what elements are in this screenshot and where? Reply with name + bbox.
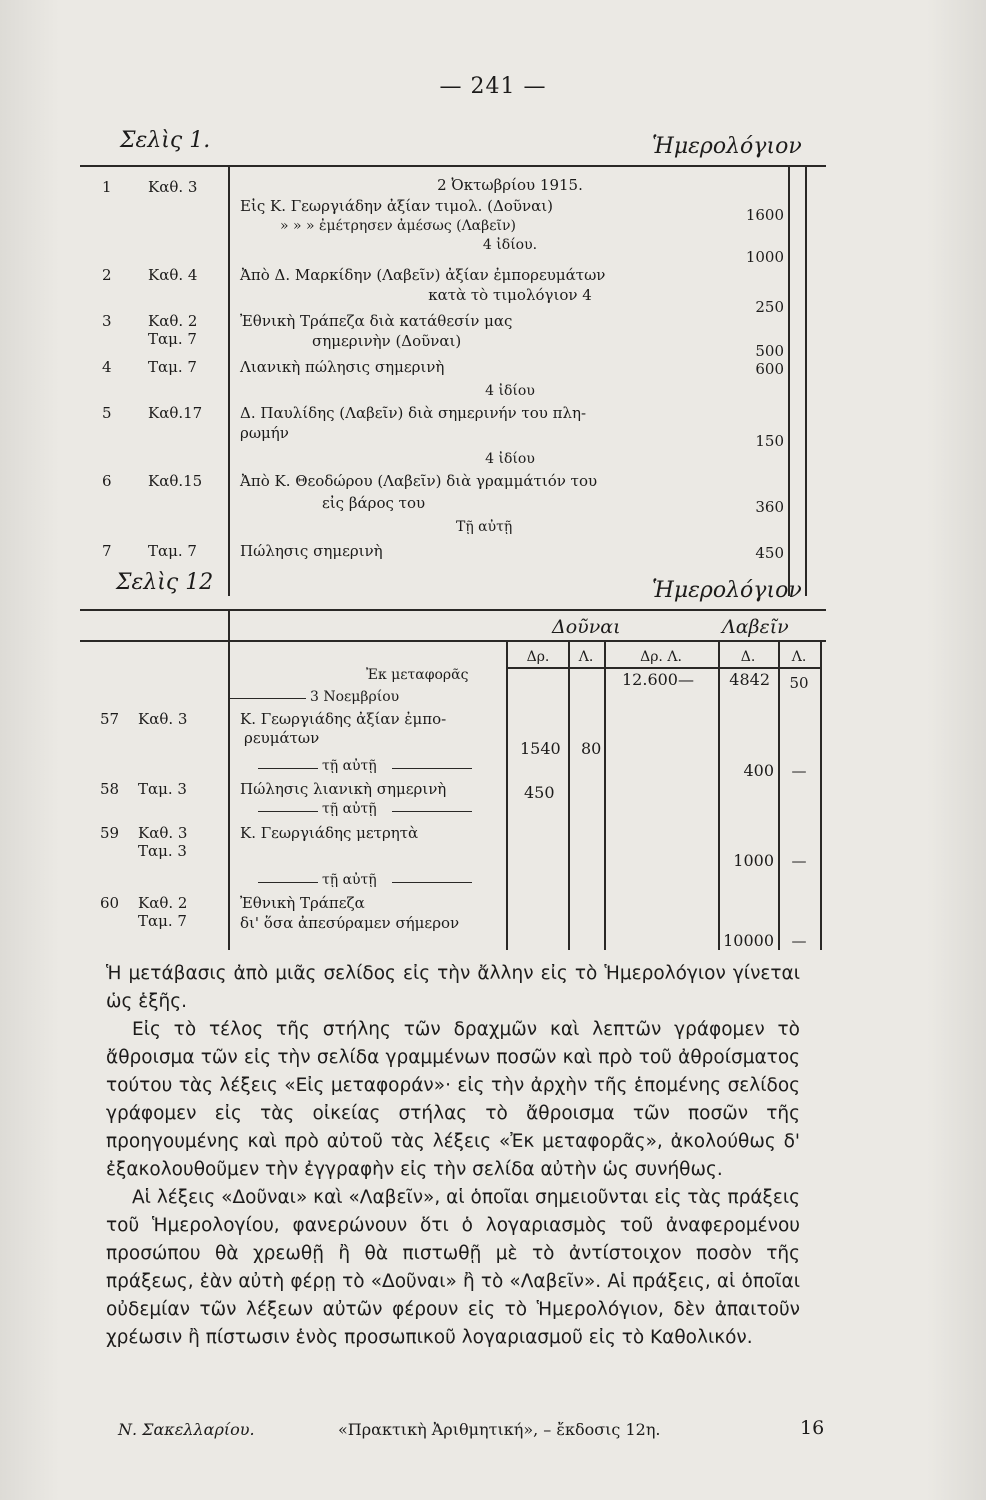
account-code: Καθ. 2 <box>148 312 198 330</box>
carry-labein-l: 50 <box>789 674 809 692</box>
entry-text: εἰς βάρος του <box>322 494 426 512</box>
footer-title: «Πρακτικὴ Ἀριθμητική», – ἔκδοσις 12η. <box>338 1420 661 1439</box>
entry-amount: 360 <box>755 498 784 516</box>
entry-amount: 150 <box>755 432 784 450</box>
dash-rule <box>258 768 318 769</box>
table2-right-title: Ἡμερολόγιον <box>652 578 802 603</box>
entry-text: κατὰ τὸ τιμολόγιον 4 <box>428 286 592 304</box>
dash-rule <box>258 882 318 883</box>
entry-number: 4 <box>102 358 112 376</box>
account-code: Καθ. 4 <box>148 266 198 284</box>
entry-date: Τῇ αὐτῇ <box>456 519 513 535</box>
same-day: τῇ αὐτῇ <box>322 758 377 774</box>
dounai-l: 80 <box>581 739 602 758</box>
entry-text: σημερινὴν (Δοῦναι) <box>312 332 462 350</box>
dash-rule <box>392 811 472 812</box>
paragraph: Αἱ λέξεις «Δοῦναι» καὶ «Λαβεῖν», αἱ ὁποῖαι σημειοῦνται εἰς τὰς πράξεις τοῦ Ἡμερολογίου, φανερώνουν ὅτι ὁ λογαριασμὸς τοῦ ἀναφερομένου προσώπου θὰ χρεωθῇ ἢ θὰ πιστωθῇ μὲ τὸ ἀντίστοιχον ποσὸν τῆς πράξεως, ἐὰν αὐτὴ φέρῃ τὸ «Δοῦναι» ἢ τὸ «Λαβεῖν». Αἱ πράξεις, αἱ ὁποῖαι οὐδεμίαν τῶν λέξεων αὐτῶν φέρουν εἰς τὸ Ἡμερολόγιον, δὲν ἀπαιτοῦν χρέωσιν ἢ πίστωσιν ἑνὸς προσωπικοῦ λογαριασμοῦ εἰς τὸ Καθολικόν. <box>106 1187 800 1348</box>
entry-text: Ἀπὸ Κ. Θεοδώρου (Λαβεῖν) διὰ γραμμάτιόν του <box>240 472 598 490</box>
entry-amount: 600 <box>755 360 784 378</box>
footer-sheet-number: 16 <box>800 1417 825 1439</box>
table2-divider <box>820 641 822 950</box>
dash-rule <box>258 811 318 812</box>
entry-text: Ἐθνικὴ Τράπεζα <box>240 894 365 912</box>
account-code: Καθ. 2 <box>138 894 188 912</box>
table1-top-rule <box>80 165 826 167</box>
col-dounai: Δοῦναι <box>552 616 621 638</box>
table1-right-title: Ἡμερολόγιον <box>652 134 802 159</box>
entry-amount: 500 <box>755 342 784 360</box>
account-code: Ταμ. 3 <box>138 842 187 860</box>
entry-text: Ἀπὸ Δ. Μαρκίδην (Λαβεῖν) ἀξίαν ἐμπορευμάτων <box>240 266 606 284</box>
account-code: Καθ. 3 <box>138 824 188 842</box>
entry-number: 6 <box>102 472 112 490</box>
carry-label: Ἐκ μεταφορᾶς <box>366 667 469 683</box>
account-code: Καθ. 3 <box>148 178 198 196</box>
sub-header: Δρ. Λ. <box>640 649 682 665</box>
entry-text: Λιανικὴ πώλησις σημερινὴ <box>240 358 445 376</box>
sub-header: Δρ. <box>526 649 550 665</box>
account-code: Καθ.15 <box>148 472 203 490</box>
entry-number: 5 <box>102 404 112 422</box>
entry-number: 59 <box>100 824 120 842</box>
page-number: — 241 — <box>439 74 547 99</box>
table2-divider <box>228 610 230 950</box>
entry-date: 4 ἰδίου <box>485 451 535 467</box>
entry-amount: 450 <box>755 544 784 562</box>
table1-left-title: Σελὶς 1. <box>120 128 211 153</box>
account-code: Καθ.17 <box>148 404 203 422</box>
entry-amount: 1000 <box>745 248 784 266</box>
same-day: τῇ αὐτῇ <box>322 872 377 888</box>
footer-author: Ν. Σακελλαρίου. <box>118 1420 255 1439</box>
table2-subheader-rule <box>506 667 820 669</box>
entry-text: ρευμάτων <box>244 729 320 747</box>
table2-divider <box>604 641 606 950</box>
account-code: Ταμ. 3 <box>138 780 187 798</box>
entry-amount: 1600 <box>745 206 784 224</box>
labein-l: — <box>791 932 807 950</box>
table2-header-rule <box>80 640 826 642</box>
sub-header: Λ. <box>578 649 594 665</box>
sub-header: Λ. <box>791 649 807 665</box>
col-labein: Λαβεῖν <box>722 616 789 638</box>
entry-date: 3 Νοεμβρίου <box>310 689 400 705</box>
dounai-dr: 1540 <box>520 739 561 758</box>
entry-text: Κ. Γεωργιάδης μετρητὰ <box>240 824 419 842</box>
table1-divider <box>228 166 230 596</box>
dash-rule <box>392 882 472 883</box>
entry-text: Πώλησις σημερινὴ <box>240 542 383 560</box>
labein-dr: 400 <box>743 761 774 780</box>
dounai-dr: 450 <box>524 783 555 802</box>
labein-l: — <box>791 852 807 870</box>
entry-text: Δ. Παυλίδης (Λαβεῖν) διὰ σημερινήν του πλη- <box>240 404 587 422</box>
body-text <box>106 960 800 1352</box>
table1-divider <box>805 166 807 596</box>
entry-number: 7 <box>102 542 112 560</box>
table1-divider <box>788 166 790 596</box>
entry-text: Εἰς Κ. Γεωργιάδην ἀξίαν τιμολ. (Δοῦναι) <box>240 197 553 215</box>
entry-text: Πώλησις λιανικὴ σημερινὴ <box>240 780 447 798</box>
entry-number: 3 <box>102 312 112 330</box>
sub-header: Δ. <box>740 649 756 665</box>
entry-date: 4 ἰδίου. <box>482 237 538 253</box>
entry-text: Ἐθνικὴ Τράπεζα διὰ κατάθεσίν μας <box>240 312 513 330</box>
entry-text: ρωμήν <box>240 424 289 442</box>
dash-rule <box>392 768 472 769</box>
labein-dr: 10000 <box>723 931 774 950</box>
entry-text: » » » ἐμέτρησεν ἀμέσως (Λαβεῖν) <box>280 218 516 234</box>
entry-date: 2 Ὀκτωβρίου 1915. <box>437 176 583 194</box>
account-code: Ταμ. 7 <box>148 330 197 348</box>
table2-divider <box>506 641 508 950</box>
account-code: Καθ. 3 <box>138 710 188 728</box>
carry-labein-dr: 4842 <box>729 670 770 689</box>
entry-number: 58 <box>100 780 120 798</box>
entry-number: 60 <box>100 894 120 912</box>
labein-dr: 1000 <box>733 851 774 870</box>
entry-number: 57 <box>100 710 120 728</box>
labein-l: — <box>791 762 807 780</box>
entry-text: δι' ὅσα ἀπεσύραμεν σήμερον <box>240 914 460 932</box>
same-day: τῇ αὐτῇ <box>322 801 377 817</box>
dash-rule <box>228 698 306 699</box>
table2-left-title: Σελὶς 12 <box>116 570 214 595</box>
paragraph: Εἰς τὸ τέλος τῆς στήλης τῶν δραχμῶν καὶ λεπτῶν γράφομεν τὸ ἄθροισμα τῶν εἰς τὴν σελίδα γραμμένων ποσῶν καὶ πρὸ τοῦ ἀθροίσματος τούτου τὰς λέξεις «Εἰς μεταφοράν»· εἰς τὴν ἀρχὴν τῆς ἑπομένης σελίδος γράφομεν εἰς τὰς οἰκείας στήλας τὸ ἄθροισμα τῶν ποσῶν τῆς προηγουμένης καὶ πρὸ αὐτοῦ τὰς λέξεις «Ἐκ μεταφορᾶς», ἀκολούθως δ' ἐξακολουθοῦμεν τὴν ἐγγραφὴν εἰς τὴν σελίδα αὐτὴν ὡς συνήθως. <box>106 1019 800 1180</box>
table2-top-rule <box>80 609 826 611</box>
table2-divider <box>568 641 570 950</box>
entry-number: 2 <box>102 266 112 284</box>
account-code: Ταμ. 7 <box>148 358 197 376</box>
entry-text: Κ. Γεωργιάδης ἀξίαν ἐμπο- <box>240 710 447 728</box>
account-code: Ταμ. 7 <box>138 912 187 930</box>
account-code: Ταμ. 7 <box>148 542 197 560</box>
entry-date: 4 ἰδίου <box>485 383 535 399</box>
carry-dounai: 12.600— <box>622 670 694 689</box>
paragraph: Ἡ μετάβασις ἀπὸ μιᾶς σελίδος εἰς τὴν ἄλλην εἰς τὸ Ἡμερολόγιον γίνεται ὡς ἑξῆς. <box>106 963 800 1012</box>
entry-amount: 250 <box>755 298 784 316</box>
entry-number: 1 <box>102 178 112 196</box>
